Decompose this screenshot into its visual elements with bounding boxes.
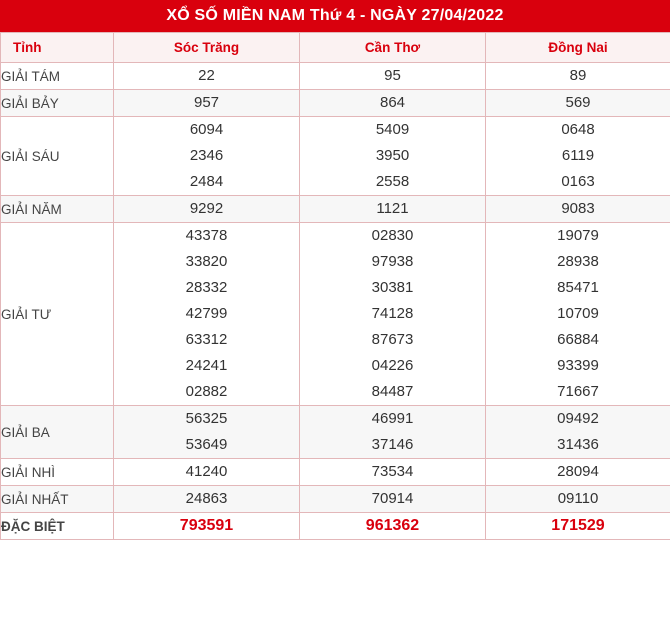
result-number: 171529 [551, 517, 605, 534]
result-number: 63312 [185, 331, 228, 348]
result-cell [300, 90, 486, 117]
row-label-giai-nhat: GIẢI NHẤT [1, 486, 114, 513]
result-number: 793591 [179, 517, 234, 534]
result-cell [300, 223, 486, 406]
page-title: XỔ SỐ MIỀN NAM Thứ 4 - NGÀY 27/04/2022 [0, 0, 670, 32]
result-number: 70914 [371, 490, 414, 507]
result-number: 33820 [185, 253, 228, 270]
result-number: 961362 [365, 517, 420, 534]
result-number: 37146 [371, 436, 414, 453]
result-cell [300, 117, 486, 196]
table-row [1, 223, 670, 406]
result-number: 10709 [557, 305, 599, 322]
row-label-giai-tam: GIẢI TÁM [1, 63, 114, 90]
result-number: 46991 [371, 410, 414, 427]
result-number: 02830 [371, 227, 414, 244]
table-row [1, 406, 670, 459]
table-row [1, 196, 670, 223]
result-number: 04226 [371, 357, 414, 374]
table-row [1, 459, 670, 486]
table-row [1, 513, 670, 540]
table-row [1, 63, 670, 90]
result-cell [114, 513, 300, 540]
result-cell [114, 223, 300, 406]
result-cell [114, 196, 300, 223]
result-cell [114, 406, 300, 459]
result-cell [486, 196, 670, 223]
result-number: 6119 [561, 147, 595, 164]
result-number: 43378 [185, 227, 228, 244]
result-number: 19079 [557, 227, 599, 244]
row-label-giai-ba: GIẢI BA [1, 406, 114, 459]
result-number: 87673 [371, 331, 414, 348]
row-label-giai-bay: GIẢI BẢY [1, 90, 114, 117]
row-label-giai-sau: GIẢI SÁU [1, 117, 114, 196]
result-number: 0648 [561, 121, 595, 138]
result-number: 24863 [185, 490, 228, 507]
column-header-province: Tỉnh [1, 33, 114, 63]
result-cell [114, 90, 300, 117]
header-row [1, 33, 670, 63]
result-number: 31436 [557, 436, 599, 453]
result-cell [114, 63, 300, 90]
result-cell [300, 486, 486, 513]
result-number: 864 [379, 94, 406, 111]
result-number: 30381 [371, 279, 414, 296]
result-number: 24241 [185, 357, 228, 374]
result-number: 74128 [371, 305, 414, 322]
result-number: 71667 [557, 383, 599, 400]
result-cell [114, 459, 300, 486]
result-cell [114, 486, 300, 513]
result-number: 02882 [185, 383, 228, 400]
row-label-giai-nam: GIẢI NĂM [1, 196, 114, 223]
table-header [1, 33, 670, 63]
result-number: 9292 [189, 200, 224, 217]
result-cell [300, 196, 486, 223]
result-number: 89 [569, 67, 587, 84]
result-cell [486, 406, 670, 459]
table-row [1, 90, 670, 117]
table-row [1, 486, 670, 513]
result-cell [300, 406, 486, 459]
result-number: 2558 [375, 173, 410, 190]
result-cell [486, 486, 670, 513]
result-number: 41240 [185, 463, 228, 480]
result-number: 6094 [189, 121, 224, 138]
result-number: 53649 [185, 436, 228, 453]
result-cell [486, 459, 670, 486]
result-number: 2346 [189, 147, 224, 164]
result-cell [486, 90, 670, 117]
result-number: 66884 [557, 331, 599, 348]
table-body [1, 63, 670, 540]
result-cell [300, 459, 486, 486]
result-number: 85471 [557, 279, 599, 296]
row-label-giai-tu: GIẢI TƯ [1, 223, 114, 406]
result-number: 2484 [189, 173, 224, 190]
result-cell [300, 63, 486, 90]
column-header-dong-nai: Đồng Nai [486, 33, 670, 63]
result-number: 28094 [557, 463, 599, 480]
result-number: 22 [198, 67, 215, 84]
column-header-can-tho: Cần Thơ [300, 33, 486, 63]
result-cell [300, 513, 486, 540]
result-number: 93399 [557, 357, 599, 374]
lottery-results-table [0, 32, 670, 540]
result-number: 42799 [185, 305, 228, 322]
table-row [1, 117, 670, 196]
result-cell [486, 63, 670, 90]
result-number: 1121 [376, 200, 409, 217]
result-cell [114, 117, 300, 196]
result-number: 95 [384, 67, 401, 84]
column-header-soc-trang: Sóc Trăng [114, 33, 300, 63]
row-label-dac-biet: ĐẶC BIỆT [1, 513, 114, 540]
result-number: 957 [193, 94, 220, 111]
result-number: 5409 [375, 121, 410, 138]
result-number: 28938 [557, 253, 599, 270]
result-number: 09492 [557, 410, 599, 427]
result-cell [486, 513, 670, 540]
result-cell [486, 117, 670, 196]
result-number: 97938 [371, 253, 414, 270]
result-number: 28332 [185, 279, 228, 296]
result-number: 569 [565, 94, 591, 111]
result-number: 0163 [561, 173, 595, 190]
result-number: 09110 [557, 490, 599, 507]
result-number: 84487 [371, 383, 414, 400]
row-label-giai-nhi: GIẢI NHÌ [1, 459, 114, 486]
result-number: 56325 [185, 410, 228, 427]
result-number: 3950 [375, 147, 410, 164]
result-number: 73534 [371, 463, 414, 480]
result-cell [486, 223, 670, 406]
result-number: 9083 [561, 200, 595, 217]
